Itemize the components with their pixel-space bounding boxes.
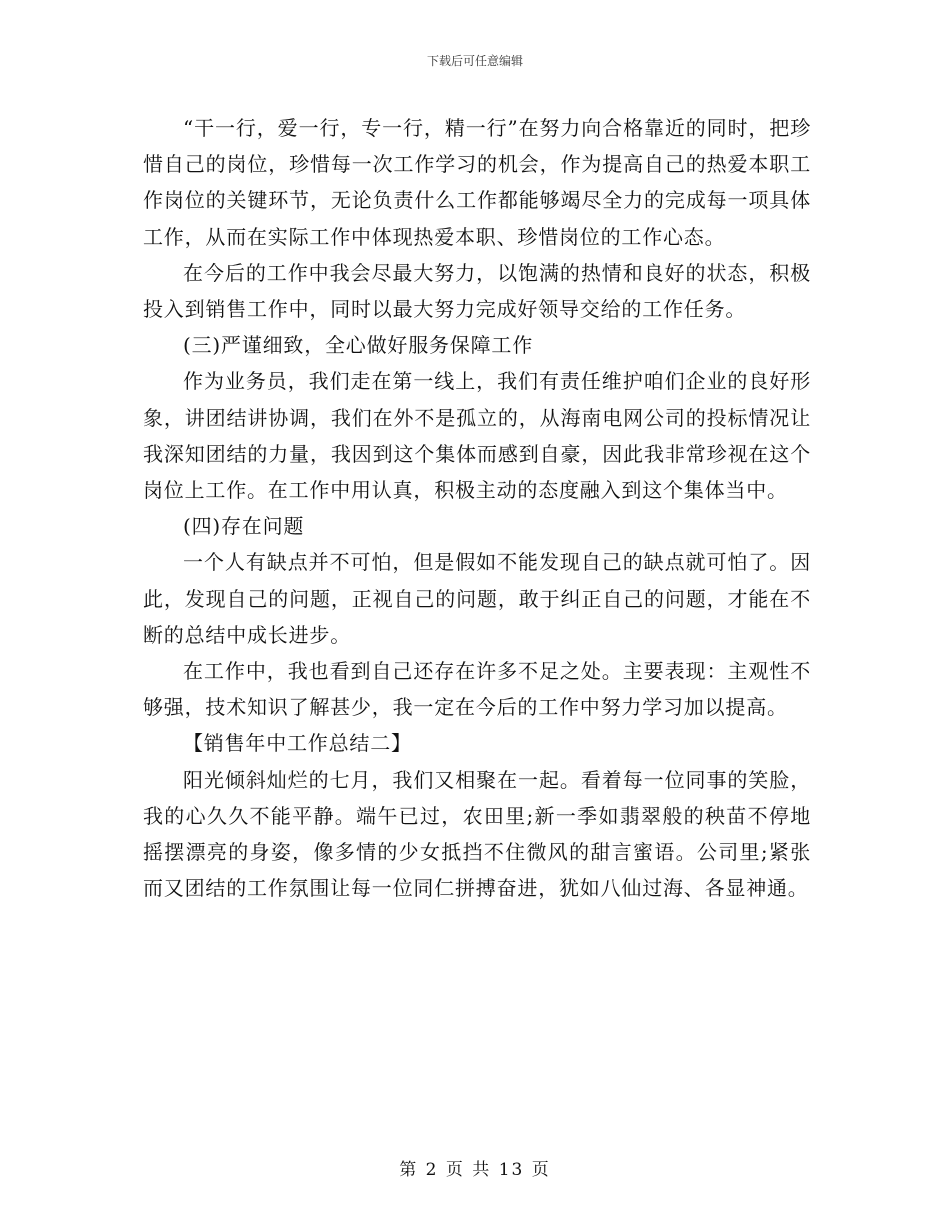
paragraph-9: 阳光倾斜灿烂的七月，我们又相聚在一起。看着每一位同事的笑脸，我的心久久不能平静。端午已过，农田里;新一季如翡翠般的秧苗不停地摇摆漂亮的身姿，像多情的少女抵挡不住微风的甜言蜜语。公司里;紧张而又团结的工作氛围让每一位同仁拼搏奋进，犹如八仙过海、各显神通。 xyxy=(143,767,811,901)
section-title-summary-two: 【销售年中工作总结二】 xyxy=(183,731,412,756)
page-number: 第 2 页 共 13 页 xyxy=(399,1160,551,1180)
paragraph-4: 作为业务员，我们走在第一线上，我们有责任维护咱们企业的良好形象，讲团结讲协调，我们在外不是孤立的，从海南电网公司的投标情况让我深知团结的力量，我因到这个集体而感到自豪，因此我非常珍视在这个岗位上工作。在工作中用认真，积极主动的态度融入到这个集体当中。 xyxy=(143,369,811,503)
paragraph-2: 在今后的工作中我会尽最大努力，以饱满的热情和良好的状态，积极投入到销售工作中，同时以最大努力完成好领导交给的工作任务。 xyxy=(143,260,811,322)
paragraph-1: “干一行，爱一行，专一行，精一行”在努力向合格靠近的同时，把珍惜自己的岗位，珍惜每一次工作学习的机会，作为提高自己的热爱本职工作岗位的关键环节，无论负责什么工作都能够竭尽全力的完成每一项具体工作，从而在实际工作中体现热爱本职、珍惜岗位的工作心态。 xyxy=(143,116,811,249)
paragraph-7: 在工作中，我也看到自己还存在许多不足之处。主要表现：主观性不够强，技术知识了解甚少，我一定在今后的工作中努力学习加以提高。 xyxy=(143,659,811,720)
page-header: 下载后可任意编辑 xyxy=(426,54,523,68)
document-body xyxy=(143,110,811,906)
section-heading-3: (三)严谨细致，全心做好服务保障工作 xyxy=(183,333,534,358)
paragraph-6: 一个人有缺点并不可怕，但是假如不能发现自己的缺点就可怕了。因此，发现自己的问题，正视自己的问题，敢于纠正自己的问题，才能在不断的总结中成长进步。 xyxy=(143,550,811,647)
section-heading-4: (四)存在问题 xyxy=(183,514,305,539)
